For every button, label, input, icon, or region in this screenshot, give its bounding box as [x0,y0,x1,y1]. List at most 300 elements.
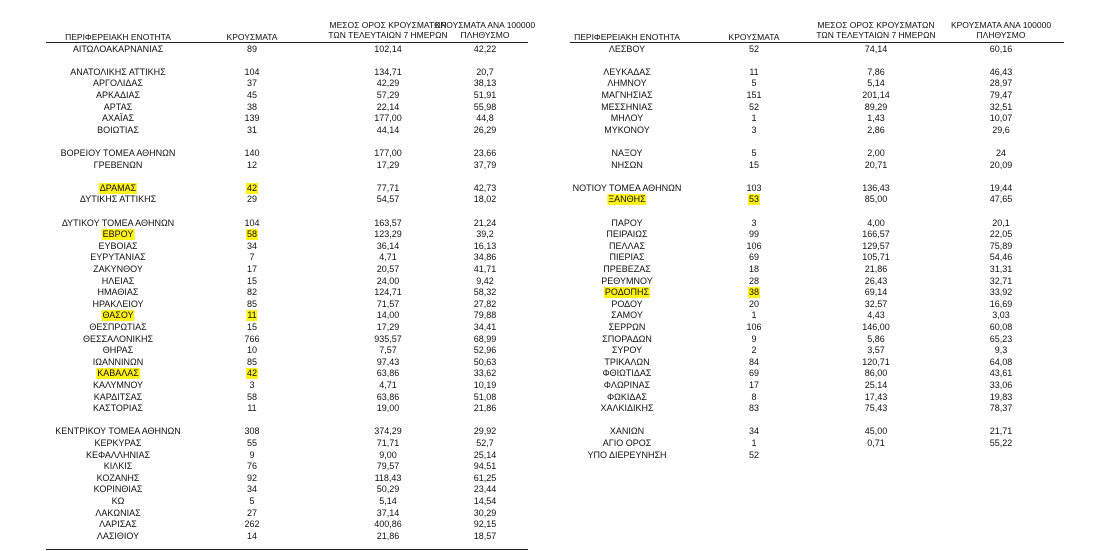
cell-avg7: 25,14 [864,379,888,390]
cell-region: ΚΟΡΙΝΘΙΑΣ [93,484,143,495]
cell-avg7: 86,00 [864,368,888,379]
cell-per100k: 55,22 [989,437,1013,448]
cell-cases: 15 [246,321,258,332]
cell-region: ΚΑΣΤΟΡΙΑΣ [93,403,143,414]
cell-avg7: 37,14 [376,507,400,518]
cell-region: ΔΡΑΜΑΣ [99,182,137,193]
cell-per100k: 43,61 [989,368,1013,379]
cell-per100k: 33,62 [473,368,497,379]
cell-avg7: 123,29 [374,229,402,240]
cell-avg7: 163,57 [374,217,402,228]
cell-per100k: 61,25 [473,472,497,483]
cell-per100k: 47,65 [989,194,1013,205]
table-row [0,90,1111,101]
cell-region: ΛΑΡΙΣΑΣ [99,519,137,530]
cell-per100k: 60,08 [989,321,1013,332]
cell-region: ΜΥΚΟΝΟΥ [604,124,650,135]
cell-avg7: 1,43 [867,113,885,124]
cell-avg7: 105,71 [862,252,890,263]
cell-region: ΝΟΤΙΟΥ ΤΟΜΕΑ ΑΘΗΝΩΝ [572,182,682,193]
header-cases-right: ΚΡΟΥΣΜΑΤΑ [728,32,780,42]
cell-cases: 52 [748,449,760,460]
cell-per100k: 14,54 [473,495,497,506]
cell-per100k: 50,63 [473,356,497,367]
cell-per100k: 31,31 [989,263,1013,274]
cell-cases: 29 [246,194,258,205]
cell-cases: 12 [246,159,258,170]
cell-avg7: 32,57 [864,298,888,309]
cell-cases: 37 [246,78,258,89]
cell-per100k: 34,86 [473,252,497,263]
cell-region: ΕΥΡΥΤΑΝΙΑΣ [90,252,146,263]
cell-region: ΣΠΟΡΑΔΩΝ [602,333,652,344]
cell-region: ΧΑΝΙΩΝ [609,426,645,437]
cell-region: ΛΕΥΚΑΔΑΣ [603,66,651,77]
cell-per100k: 19,83 [989,391,1013,402]
cell-avg7: 102,14 [374,43,402,54]
table-row [0,264,1111,275]
cell-avg7: 201,14 [862,89,890,100]
cell-cases: 9 [249,449,255,460]
cell-per100k: 21,24 [473,217,497,228]
table-row [0,241,1111,252]
cell-region: ΦΩΚΙΔΑΣ [607,391,647,402]
cell-avg7: 374,29 [374,426,402,437]
cell-region: ΚΕΡΚΥΡΑΣ [94,437,142,448]
cell-cases: 15 [246,275,258,286]
cell-cases: 14 [246,530,258,541]
cell-region: ΠΑΡΟΥ [611,217,643,228]
cell-region: ΑΝΑΤΟΛΙΚΗΣ ΑΤΤΙΚΗΣ [70,66,166,77]
table-row [0,438,1111,449]
cell-cases: 104 [244,217,260,228]
cell-cases: 262 [244,519,260,530]
cell-region: ΛΑΣΙΘΙΟΥ [96,530,140,541]
cell-avg7: 118,43 [374,472,402,483]
cell-avg7: 3,57 [867,345,885,356]
cell-per100k: 37,79 [473,159,497,170]
cell-avg7: 9,00 [379,449,397,460]
cell-avg7: 4,00 [867,217,885,228]
cell-per100k: 33,06 [989,379,1013,390]
cell-region: ΝΗΣΩΝ [611,159,643,170]
cell-per100k: 42,22 [473,43,497,54]
cell-cases: 17 [246,263,258,274]
table-row [0,392,1111,403]
bottom-rule-left [46,549,528,550]
cell-region: ΗΛΕΙΑΣ [101,275,135,286]
cell-region: ΚΑΒΑΛΑΣ [97,368,139,379]
cell-region: ΓΡΕΒΕΝΩΝ [93,159,143,170]
cell-avg7: 17,29 [376,159,400,170]
cell-cases: 106 [746,240,762,251]
cell-per100k: 92,15 [473,519,497,530]
cell-cases: 5 [751,147,757,158]
cell-cases: 92 [246,472,258,483]
cell-avg7: 177,00 [374,113,402,124]
cell-avg7: 4,71 [379,379,397,390]
cell-region: ΚΟΖΑΝΗΣ [96,472,140,483]
cell-region: ΡΟΔΟΠΗΣ [604,287,650,298]
cell-per100k: 44,8 [476,113,494,124]
cell-cases: 42 [246,182,258,193]
table-row [0,403,1111,414]
cell-cases: 89 [246,43,258,54]
table-row [0,531,1111,542]
table-row [0,44,1111,55]
cell-region: ΠΕΛΛΑΣ [608,240,646,251]
cell-region: ΕΥΒΟΙΑΣ [98,240,138,251]
cell-region: ΛΑΚΩΝΙΑΣ [95,507,141,518]
table-row [0,252,1111,263]
cell-per100k: 32,51 [989,101,1013,112]
cell-per100k: 16,69 [989,298,1013,309]
cell-per100k: 68,99 [473,333,497,344]
cell-cases: 10 [246,345,258,356]
cell-per100k: 21,71 [989,426,1013,437]
table-row [0,160,1111,171]
cell-per100k: 60,16 [989,43,1013,54]
cell-region: ΦΘΙΩΤΙΔΑΣ [602,368,652,379]
cell-per100k: 18,57 [473,530,497,541]
cell-avg7: 146,00 [862,321,890,332]
cell-region: ΠΕΙΡΑΙΩΣ [606,229,648,240]
cell-cases: 58 [246,391,258,402]
cell-cases: 27 [246,507,258,518]
cell-cases: 308 [244,426,260,437]
cell-cases: 104 [244,66,260,77]
cell-avg7: 71,57 [376,298,400,309]
table-row [0,380,1111,391]
cell-avg7: 89,29 [864,101,888,112]
cell-avg7: 57,29 [376,89,400,100]
cell-cases: 15 [748,159,760,170]
table-row [0,450,1111,461]
cell-cases: 11 [749,66,759,77]
table-row [0,125,1111,136]
cell-region: ΑΧΑΪΑΣ [101,113,135,124]
cell-avg7: 69,14 [864,287,888,298]
cell-per100k: 94,51 [473,461,497,472]
cell-cases: 53 [748,194,760,205]
cell-cases: 151 [746,89,762,100]
cell-cases: 28 [748,275,760,286]
table-row [0,299,1111,310]
cell-avg7: 5,14 [379,495,397,506]
cell-avg7: 54,57 [376,194,400,205]
cell-per100k: 24 [995,147,1007,158]
cell-avg7: 120,71 [862,356,890,367]
cell-avg7: 2,00 [867,147,885,158]
cell-per100k: 20,7 [476,66,494,77]
table-row [0,148,1111,159]
cell-region: ΑΡΓΟΛΙΔΑΣ [93,78,143,89]
cell-per100k: 19,44 [989,182,1013,193]
cell-region: ΣΕΡΡΩΝ [608,321,646,332]
cell-avg7: 50,29 [376,484,400,495]
cell-cases: 20 [748,298,760,309]
cell-cases: 83 [748,403,760,414]
table-row [0,345,1111,356]
cell-avg7: 19,00 [376,403,400,414]
cell-per100k: 42,73 [473,182,497,193]
cell-per100k: 20,09 [989,159,1013,170]
cell-cases: 55 [246,437,258,448]
cell-avg7: 20,71 [864,159,888,170]
cell-cases: 1 [751,310,757,321]
cell-region: ΣΑΜΟΥ [611,310,643,321]
cell-avg7: 0,71 [867,437,885,448]
table-row [0,473,1111,484]
cell-avg7: 177,00 [374,147,402,158]
cell-region: ΣΥΡΟΥ [611,345,643,356]
cell-avg7: 20,57 [376,263,400,274]
cell-cases: 103 [746,182,762,193]
cell-region: ΛΗΜΝΟΥ [607,78,647,89]
cell-avg7: 935,57 [374,333,402,344]
cell-per100k: 52,96 [473,345,497,356]
cell-per100k: 38,13 [473,78,497,89]
cell-region: ΧΑΛΚΙΔΙΚΗΣ [600,403,654,414]
cell-cases: 140 [244,147,260,158]
cell-per100k: 9,3 [994,345,1008,356]
cell-region: ΜΗΛΟΥ [610,113,644,124]
cell-per100k: 54,46 [989,252,1013,263]
cell-cases: 84 [748,356,760,367]
cell-per100k: 29,92 [473,426,497,437]
cell-cases: 5 [751,78,757,89]
cell-per100k: 32,71 [989,275,1013,286]
cell-avg7: 24,00 [376,275,400,286]
table-row [0,357,1111,368]
table-row [0,310,1111,321]
cell-per100k: 46,43 [989,66,1013,77]
cell-region: ΙΩΑΝΝΙΝΩΝ [92,356,144,367]
cell-region: ΘΑΣΟΥ [102,310,134,321]
cell-avg7: 75,43 [864,403,888,414]
cell-per100k: 27,82 [473,298,497,309]
cell-per100k: 16,13 [473,240,497,251]
cell-avg7: 4,71 [379,252,397,263]
cell-per100k: 75,89 [989,240,1013,251]
cell-region: ΑΙΤΩΛΟΑΚΑΡΝΑΝΙΑΣ [72,43,164,54]
cell-per100k: 65,23 [989,333,1013,344]
header-region-right: ΠΕΡΙΦΕΡΕΙΑΚΗ ΕΝΟΤΗΤΑ [574,32,680,42]
table-row [0,287,1111,298]
cell-region: ΤΡΙΚΑΛΩΝ [604,356,650,367]
cell-cases: 52 [748,43,760,54]
cell-region: ΠΙΕΡΙΑΣ [609,252,645,263]
table-row [0,229,1111,240]
cell-per100k: 10,07 [989,113,1013,124]
table-row [0,334,1111,345]
cell-region: ΑΓΙΟ ΟΡΟΣ [602,437,652,448]
cell-region: ΜΕΣΣΗΝΙΑΣ [601,101,653,112]
cell-avg7: 74,14 [864,43,888,54]
cell-per100k: 34,41 [473,321,497,332]
cell-avg7: 26,43 [864,275,888,286]
cell-cases: 34 [246,240,258,251]
cell-avg7: 77,71 [376,182,400,193]
cell-per100k: 23,44 [473,484,497,495]
cell-per100k: 78,37 [989,403,1013,414]
cell-avg7: 21,86 [864,263,888,274]
cell-cases: 34 [246,484,258,495]
cell-per100k: 79,47 [989,89,1013,100]
cell-region: ΒΟΙΩΤΙΑΣ [97,124,139,135]
cell-per100k: 58,32 [473,287,497,298]
cell-cases: 3 [751,217,757,228]
cell-region: ΡΟΔΟΥ [611,298,643,309]
cell-region: ΚΙΛΚΙΣ [103,461,133,472]
cell-cases: 106 [746,321,762,332]
cell-per100k: 79,88 [473,310,497,321]
cell-avg7: 63,86 [376,368,400,379]
table-row [0,496,1111,507]
cell-cases: 9 [751,333,757,344]
cell-region: ΚΕΦΑΛΛΗΝΙΑΣ [85,449,151,460]
cell-avg7: 85,00 [864,194,888,205]
cell-per100k: 9,42 [476,275,494,286]
header-avg7-left: ΜΕΣΟΣ ΟΡΟΣ ΚΡΟΥΣΜΑΤΩΝ ΤΩΝ ΤΕΛΕΥΤΑΙΩΝ 7 ΗΜΕΡΩΝ [328,20,448,40]
cell-per100k: 39,2 [476,229,494,240]
cell-avg7: 79,57 [376,461,400,472]
cell-cases: 38 [246,101,258,112]
table-row [0,508,1111,519]
cell-cases: 7 [249,252,255,263]
cell-region: ΛΕΣΒΟΥ [608,43,646,54]
cell-avg7: 7,86 [867,66,885,77]
cell-per100k: 51,91 [473,89,497,100]
table-row [0,102,1111,113]
cell-avg7: 44,14 [376,124,400,135]
cell-region: ΚΕΝΤΡΙΚΟΥ ΤΟΜΕΑ ΑΘΗΝΩΝ [55,426,181,437]
cell-region: ΔΥΤΙΚΗΣ ΑΤΤΙΚΗΣ [79,194,157,205]
cell-cases: 139 [244,113,260,124]
cell-region: ΑΡΤΑΣ [103,101,133,112]
cell-avg7: 17,43 [864,391,888,402]
cell-region: ΗΡΑΚΛΕΙΟΥ [92,298,144,309]
cell-cases: 1 [751,113,757,124]
table-row [0,67,1111,78]
cell-cases: 85 [246,356,258,367]
cell-region: ΠΡΕΒΕΖΑΣ [603,263,651,274]
cell-avg7: 5,14 [867,78,885,89]
cell-avg7: 36,14 [376,240,400,251]
cell-cases: 34 [748,426,760,437]
cell-avg7: 7,57 [379,345,397,356]
cell-per100k: 55,98 [473,101,497,112]
cell-cases: 85 [246,298,258,309]
table-row [0,519,1111,530]
cell-region: ΡΕΘΥΜΝΟΥ [601,275,653,286]
table-row [0,461,1111,472]
cell-cases: 11 [247,310,257,321]
cell-cases: 8 [751,391,757,402]
cell-per100k: 28,97 [989,78,1013,89]
cell-per100k: 64,08 [989,356,1013,367]
cell-cases: 38 [748,287,760,298]
table-row [0,322,1111,333]
cell-region: ΗΜΑΘΙΑΣ [97,287,139,298]
cell-avg7: 124,71 [374,287,402,298]
cell-avg7: 136,43 [862,182,890,193]
cell-per100k: 51,08 [473,391,497,402]
cell-cases: 2 [751,345,757,356]
table-row [0,368,1111,379]
cell-region: ΒΟΡΕΙΟΥ ΤΟΜΕΑ ΑΘΗΝΩΝ [60,147,176,158]
cell-avg7: 22,14 [376,101,400,112]
table-row [0,78,1111,89]
table-row [0,276,1111,287]
table-row [0,183,1111,194]
cell-avg7: 97,43 [376,356,400,367]
cell-per100k: 20,1 [992,217,1010,228]
cell-avg7: 14,00 [376,310,400,321]
header-cases-left: ΚΡΟΥΣΜΑΤΑ [226,32,278,42]
cell-avg7: 17,29 [376,321,400,332]
cell-region: ΦΛΩΡΙΝΑΣ [603,379,651,390]
cell-region: ΚΑΡΔΙΤΣΑΣ [93,391,143,402]
cell-per100k: 23,66 [473,147,497,158]
cell-cases: 76 [246,461,258,472]
cell-cases: 82 [246,287,258,298]
cell-per100k: 22,05 [989,229,1013,240]
cell-per100k: 29,6 [992,124,1010,135]
cell-region: ΚΑΛΥΜΝΟΥ [92,379,144,390]
table-row [0,113,1111,124]
cell-per100k: 25,14 [473,449,497,460]
cell-avg7: 129,57 [862,240,890,251]
cell-per100k: 41,71 [473,263,497,274]
header-avg7-right: ΜΕΣΟΣ ΟΡΟΣ ΚΡΟΥΣΜΑΤΩΝ ΤΩΝ ΤΕΛΕΥΤΑΙΩΝ 7 ΗΜΕΡΩΝ [816,20,936,40]
cell-avg7: 63,86 [376,391,400,402]
cell-region: ΕΒΡΟΥ [102,229,134,240]
cell-avg7: 71,71 [376,437,400,448]
cell-avg7: 4,43 [867,310,885,321]
cell-avg7: 134,71 [374,66,402,77]
cell-cases: 99 [748,229,760,240]
cell-cases: 58 [246,229,258,240]
cell-region: ΥΠΟ ΔΙΕΡΕΥΝΗΣΗ [587,449,667,460]
cell-per100k: 10,19 [473,379,497,390]
cell-region: ΑΡΚΑΔΙΑΣ [95,89,141,100]
cell-avg7: 166,57 [862,229,890,240]
cell-cases: 766 [244,333,260,344]
cell-region: ΘΗΡΑΣ [102,345,134,356]
cell-avg7: 5,86 [867,333,885,344]
cell-cases: 5 [249,495,255,506]
cell-cases: 17 [748,379,760,390]
cell-avg7: 21,86 [376,530,400,541]
cell-cases: 45 [246,89,258,100]
cell-avg7: 42,29 [376,78,400,89]
header-region-left: ΠΕΡΙΦΕΡΕΙΑΚΗ ΕΝΟΤΗΤΑ [65,32,171,42]
cell-region: ΘΕΣΠΡΩΤΙΑΣ [89,321,147,332]
cell-per100k: 26,29 [473,124,497,135]
cell-avg7: 400,86 [374,519,402,530]
cell-region: ΜΑΓΝΗΣΙΑΣ [601,89,653,100]
cell-region: ΘΕΣΣΑΛΟΝΙΚΗΣ [82,333,154,344]
cell-avg7: 45,00 [864,426,888,437]
cell-per100k: 21,86 [473,403,497,414]
cell-region: ΚΩ [111,495,125,506]
cell-cases: 1 [751,437,757,448]
cell-region: ΔΥΤΙΚΟΥ ΤΟΜΕΑ ΑΘΗΝΩΝ [61,217,175,228]
cell-per100k: 30,29 [473,507,497,518]
cell-cases: 52 [748,101,760,112]
header-per100k-right: ΚΡΟΥΣΜΑΤΑ ΑΝΑ 100000 ΠΛΗΘΥΣΜΟ [950,20,1052,40]
